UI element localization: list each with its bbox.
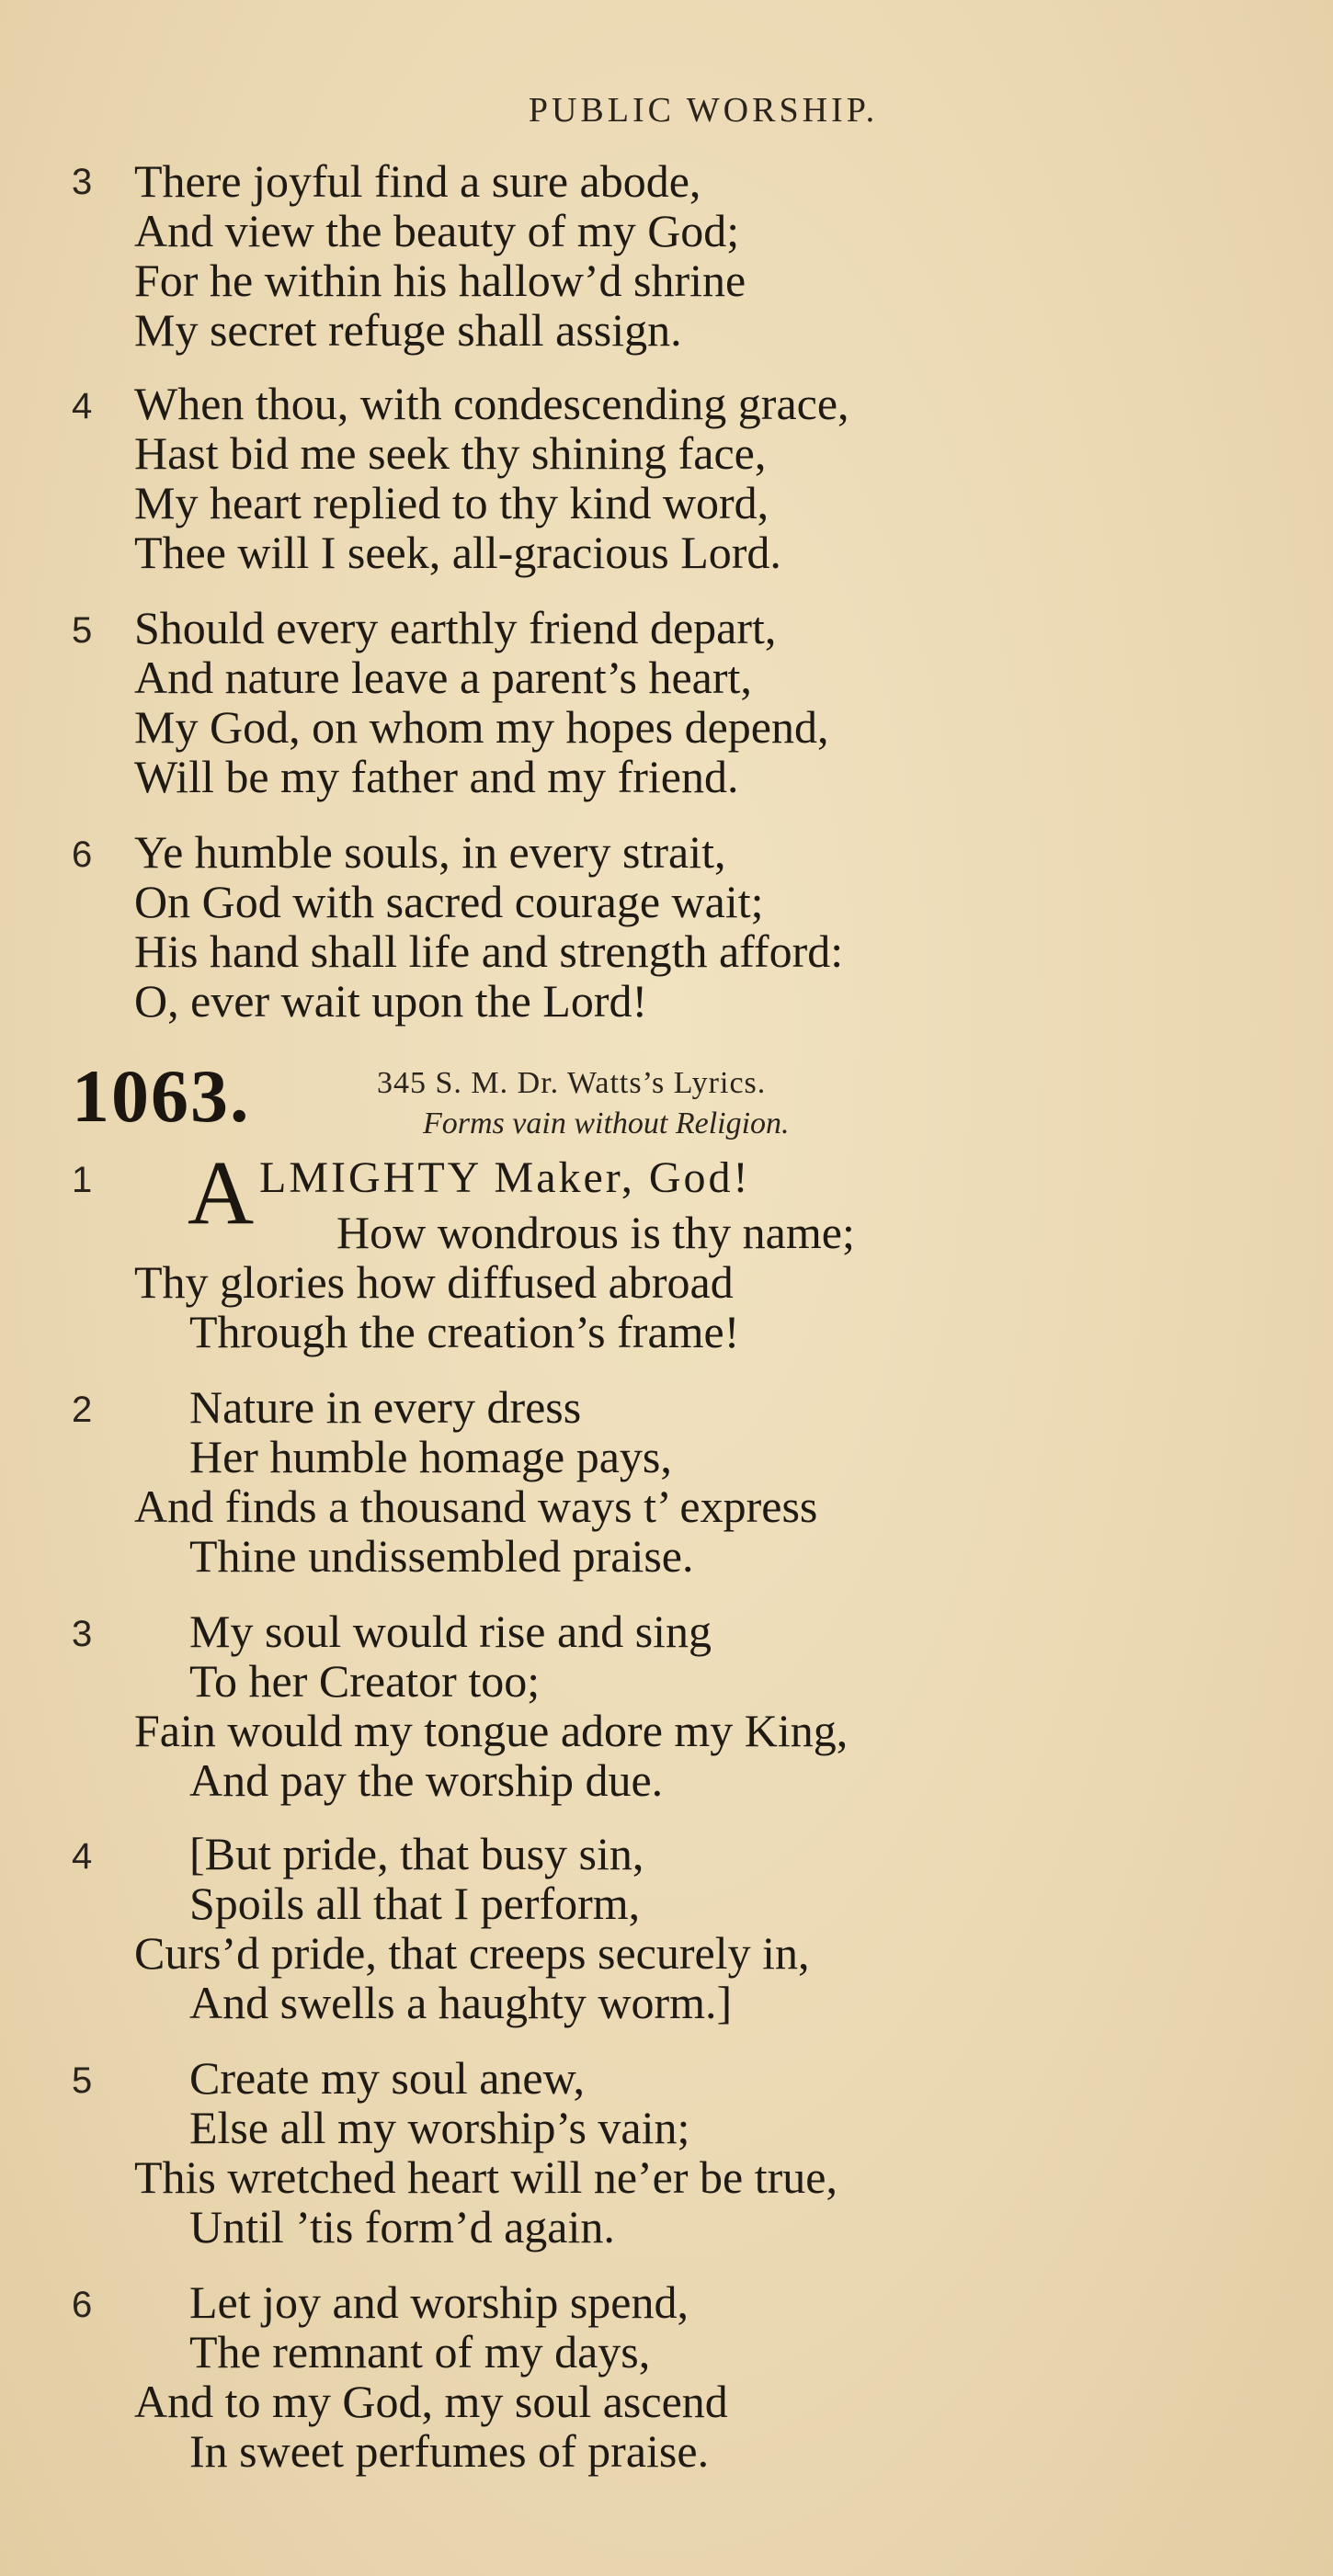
verse-line: Through the creation’s frame! [189, 1306, 740, 1357]
verse-line: And finds a thousand ways t’ express [134, 1481, 818, 1532]
verse-line: And swells a haughty worm.] [189, 1977, 733, 2028]
verse-line: LMIGHTY Maker, God! [259, 1153, 751, 1202]
verse-line: Should every earthly friend depart, [134, 602, 777, 653]
stanza-number: 2 [72, 1390, 93, 1430]
verse-line: And to my God, my soul ascend [134, 2376, 728, 2427]
running-header: PUBLIC WORSHIP. [528, 91, 879, 130]
verse-line: Let joy and worship spend, [189, 2276, 689, 2328]
verse-line: This wretched heart will ne’er be true, [134, 2151, 837, 2203]
verse-line: Thy glories how diffused abroad [134, 1256, 734, 1308]
verse-line: My God, on whom my hopes depend, [134, 701, 829, 753]
stanza-number: 4 [72, 1836, 93, 1877]
verse-line: To her Creator too; [189, 1655, 541, 1707]
verse-line: In sweet perfumes of praise. [189, 2425, 710, 2477]
verse-line: His hand shall life and strength afford: [134, 925, 844, 977]
verse-line: Else all my worship’s vain; [189, 2102, 690, 2153]
verse-line: For he within his hallow’d shrine [134, 255, 746, 306]
verse-line: On God with sacred courage wait; [134, 876, 764, 927]
verse-line: Until ’tis form’d again. [189, 2201, 615, 2253]
verse-line: My heart replied to thy kind word, [134, 477, 769, 528]
hymn-subtitle: Forms vain without Religion. [423, 1106, 790, 1140]
verse-line: How wondrous is thy name; [336, 1207, 855, 1258]
stanza-number: 3 [72, 1614, 93, 1654]
verse-line: Fain would my tongue adore my King, [134, 1705, 849, 1756]
stanza-number: 4 [72, 386, 93, 426]
verse-line: My soul would rise and sing [189, 1606, 712, 1657]
verse-line: And view the beauty of my God; [134, 205, 740, 256]
verse-line: Her humble homage pays, [189, 1431, 672, 1482]
verse-line: And nature leave a parent’s heart, [134, 652, 752, 703]
hymn-number: 1063. [72, 1054, 251, 1138]
hymn-meter-author: 345 S. M. Dr. Watts’s Lyrics. [377, 1066, 767, 1100]
stanza-number: 1 [72, 1160, 93, 1200]
verse-line: Curs’d pride, that creeps securely in, [134, 1927, 810, 1979]
stanza-number: 3 [72, 162, 93, 202]
verse-line: Nature in every dress [189, 1381, 582, 1433]
verse-line: O, ever wait upon the Lord! [134, 975, 648, 1027]
verse-line: And pay the worship due. [189, 1754, 664, 1806]
verse-line: There joyful find a sure abode, [134, 155, 701, 207]
verse-line: My secret refuge shall assign. [134, 304, 682, 356]
verse-line: Hast bid me seek thy shining face, [134, 427, 767, 479]
verse-line: Thine undissembled praise. [189, 1530, 694, 1582]
stanza-number: 5 [72, 610, 93, 651]
verse-line: The remnant of my days, [189, 2326, 651, 2377]
stanza-number: 5 [72, 2060, 93, 2101]
drop-cap: A [188, 1141, 255, 1243]
verse-line: Will be my father and my friend. [134, 751, 739, 802]
verse-line: Spoils all that I perform, [189, 1878, 641, 1929]
verse-line: Ye humble souls, in every strait, [134, 826, 726, 878]
stanza-number: 6 [72, 2285, 93, 2325]
verse-line: [But pride, that busy sin, [189, 1828, 644, 1879]
stanza-number: 6 [72, 834, 93, 875]
verse-line: Create my soul anew, [189, 2052, 585, 2104]
verse-line: When thou, with condescending grace, [134, 378, 849, 429]
verse-line: Thee will I seek, all-gracious Lord. [134, 527, 781, 578]
